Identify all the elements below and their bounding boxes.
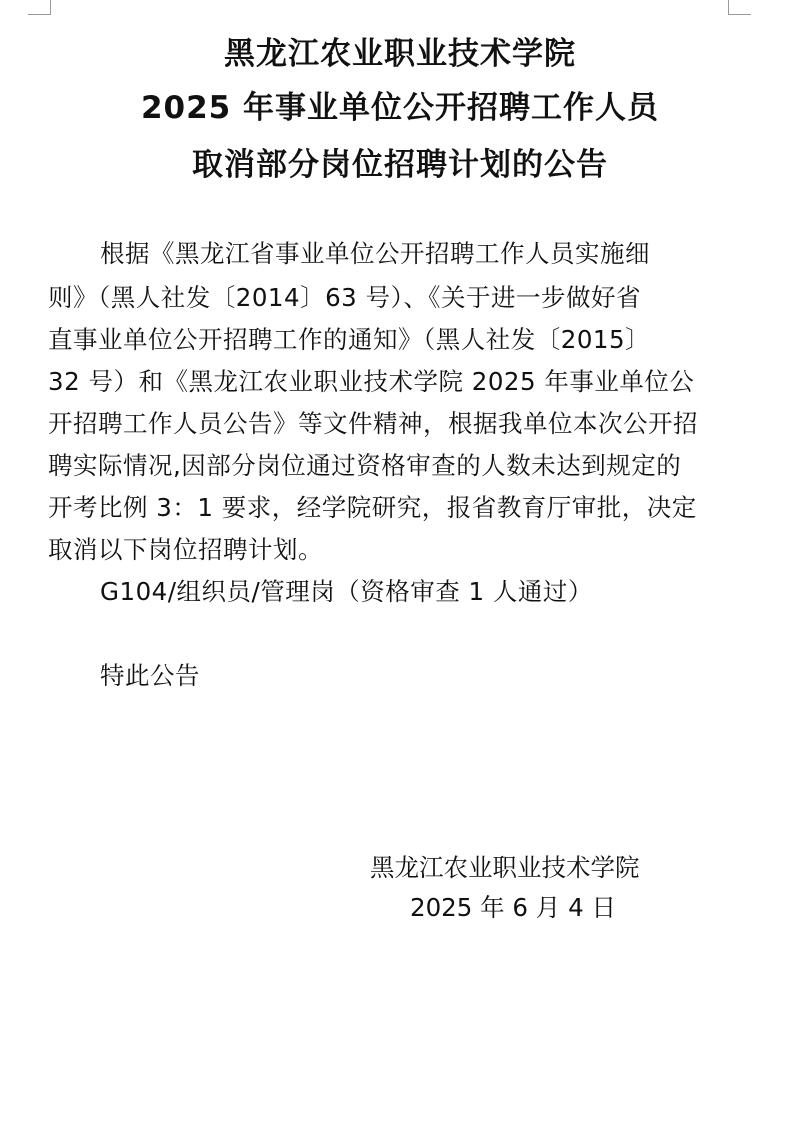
body-line-2: 则》（黑人社发〔2014〕63 号）、《关于进一步做好省 — [48, 283, 642, 312]
body-line-7: 开考比例 3：1 要求，经学院研究，报省教育厅审批，决定 — [48, 493, 697, 522]
crop-mark-top-right — [728, 0, 751, 15]
signature-organization: 黑龙江农业职业技术学院 — [370, 853, 640, 882]
closing-text: 特此公告 — [100, 661, 200, 690]
body-line-5: 开招聘工作人员公告》等文件精神，根据我单位本次公开招 — [48, 409, 698, 438]
body-line-3: 直事业单位公开招聘工作的通知》（黑人社发〔2015〕 — [48, 325, 651, 354]
title-line-2: 2025 年事业单位公开招聘工作人员 — [140, 90, 660, 126]
body-line-6: 聘实际情况,因部分岗位通过资格审查的人数未达到规定的 — [48, 451, 682, 480]
body-line-4: 32 号）和《黑龙江农业职业技术学院 2025 年事业单位公 — [48, 367, 695, 396]
title-line-3: 取消部分岗位招聘计划的公告 — [192, 147, 608, 183]
body-line-1: 根据《黑龙江省事业单位公开招聘工作人员实施细 — [100, 239, 650, 268]
signature-date: 2025 年 6 月 4 日 — [410, 893, 616, 922]
position-item: G104/组织员/管理岗（资格审查 1 人通过） — [100, 577, 593, 606]
title-line-1: 黑龙江农业职业技术学院 — [224, 36, 576, 72]
crop-mark-top-left — [28, 0, 51, 15]
body-line-8: 取消以下岗位招聘计划。 — [48, 535, 323, 564]
